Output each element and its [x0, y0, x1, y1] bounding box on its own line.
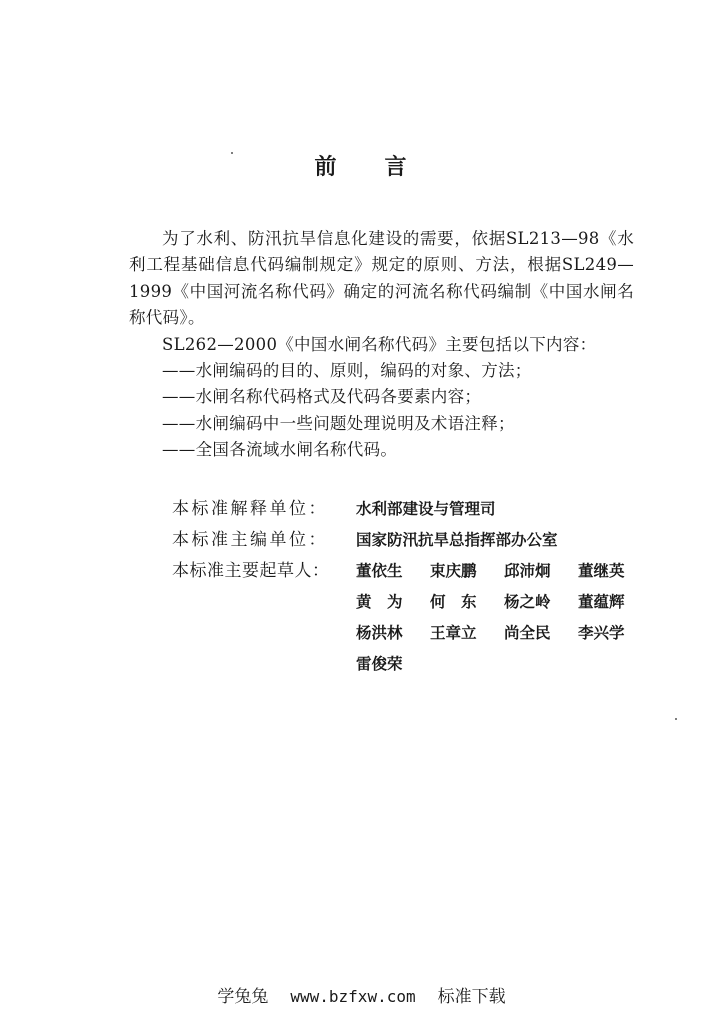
footer-tagline: 标准下载: [437, 987, 506, 1007]
list-item: ——水闸名称代码格式及代码各要素内容；: [162, 387, 482, 407]
list-item: ——水闸编码中一些问题处理说明及术语注释；: [162, 413, 515, 433]
editor-label: 本标准主编单位：: [172, 530, 328, 550]
drafter-name: 尚全民: [504, 624, 551, 642]
preface-body: [129, 226, 634, 464]
scan-speck: [675, 718, 677, 720]
drafter-name: 杨洪林: [356, 624, 403, 642]
drafters-label: 本标准主要起草人：: [172, 561, 330, 581]
drafters-row: [172, 556, 642, 680]
list-item: ——水闸编码的目的、原则，编码的对象、方法；: [162, 361, 532, 381]
drafter-name: 杨之岭: [504, 593, 551, 611]
paragraph-intro: 为了水利、防汛抗旱信息化建设的需要，依据SL213—98《水利工程基础信息代码编制规定》规定的原则、方法，根据SL249—1999《中国河流名称代码》确定的河流名称代码编制《中国水闸名称代码》。: [129, 229, 634, 328]
drafter-name: 束庆鹏: [430, 562, 477, 580]
page-title: [0, 150, 723, 181]
interpreter-label: 本标准解释单位：: [172, 499, 328, 519]
drafter-name: 李兴学: [578, 624, 625, 642]
drafter-name: 黄 为: [356, 593, 403, 611]
drafter-name: 邱沛炯: [504, 562, 551, 580]
paragraph-contents: SL262—2000《中国水闸名称代码》主要包括以下内容：: [162, 334, 597, 354]
drafter-name: 董依生: [356, 562, 403, 580]
editor-row: [172, 525, 642, 556]
drafter-name: 董继英: [578, 562, 625, 580]
drafter-name: 王章立: [430, 624, 477, 642]
editor-value: 国家防汛抗旱总指挥部办公室: [356, 531, 558, 549]
drafter-name: 何 东: [430, 593, 477, 611]
drafter-name: 雷俊荣: [356, 655, 403, 673]
interpreter-row: [172, 494, 642, 525]
scan-speck: [231, 152, 233, 154]
page-title-char-1: 前: [314, 155, 339, 180]
credits-block: [172, 494, 642, 680]
footer-site-link[interactable]: www.bzfxw.com: [290, 987, 416, 1006]
drafters-grid: [356, 556, 652, 680]
page-title-char-2: 言: [384, 155, 409, 180]
footer-brand: 学兔兔: [217, 987, 269, 1007]
list-item: ——全国各流域水闸名称代码。: [162, 440, 398, 460]
interpreter-value: 水利部建设与管理司: [356, 500, 496, 518]
drafter-name: 董蕴辉: [578, 593, 625, 611]
footer-watermark: [0, 982, 723, 1007]
